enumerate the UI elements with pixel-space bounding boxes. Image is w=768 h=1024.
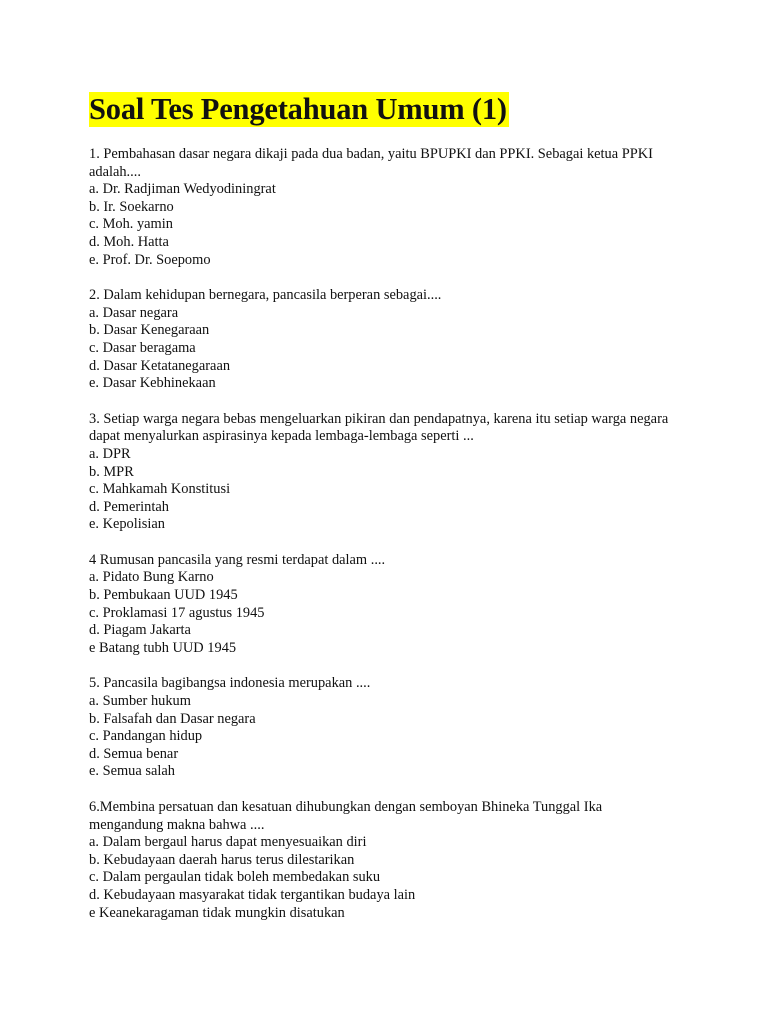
answer-option-b: b. Ir. Soekarno	[89, 198, 174, 215]
answer-option-a: a. Sumber hukum	[89, 693, 191, 710]
answer-option-b: b. Kebudayaan daerah harus terus dilestarikan	[89, 851, 355, 868]
question-text: 5. Pancasila bagibangsa indonesia merupakan ....	[89, 675, 371, 692]
question-text: 6.Membina persatuan dan kesatuan dihubungkan dengan semboyan Bhineka Tunggal Ika mengandung makna bahwa ....	[89, 799, 606, 833]
question-2	[89, 287, 679, 393]
question-text: 1. Pembahasan dasar negara dikaji pada dua badan, yaitu BPUPKI dan PPKI. Sebagai ketua PPKI adalah....	[89, 146, 657, 180]
answer-option-a: a. Dasar negara	[89, 304, 179, 321]
answer-option-d: d. Kebudayaan masyarakat tidak tergantikan budaya lain	[89, 886, 416, 903]
answer-option-d: d. Semua benar	[89, 745, 179, 762]
question-text: 2. Dalam kehidupan bernegara, pancasila berperan sebagai....	[89, 287, 442, 304]
answer-option-c: c. Pandangan hidup	[89, 728, 203, 745]
question-6	[89, 799, 679, 922]
question-3	[89, 411, 679, 534]
answer-option-c: c. Mahkamah Konstitusi	[89, 481, 231, 498]
answer-option-c: c. Dalam pergaulan tidak boleh membedakan suku	[89, 869, 381, 886]
answer-option-e: e. Dasar Kebhinekaan	[89, 375, 216, 392]
answer-option-c: c. Moh. yamin	[89, 216, 173, 233]
answer-option-d: d. Dasar Ketatanegaraan	[89, 357, 231, 374]
answer-option-c: c. Dasar beragama	[89, 339, 196, 356]
answer-option-a: a. Pidato Bung Karno	[89, 569, 214, 586]
answer-option-a: a. DPR	[89, 445, 131, 462]
answer-option-d: d. Piagam Jakarta	[89, 622, 191, 639]
answer-option-e: e. Prof. Dr. Soepomo	[89, 251, 211, 268]
answer-option-b: b. Pembukaan UUD 1945	[89, 587, 238, 604]
question-text: 4 Rumusan pancasila yang resmi terdapat dalam ....	[89, 551, 386, 568]
answer-option-e: e Batang tubh UUD 1945	[89, 639, 237, 656]
document-title: Soal Tes Pengetahuan Umum (1)	[89, 92, 507, 126]
answer-option-b: b. MPR	[89, 463, 134, 480]
document-page	[89, 92, 679, 940]
answer-option-a: a. Dalam bergaul harus dapat menyesuaikan diri	[89, 834, 367, 851]
answer-option-e: e. Kepolisian	[89, 516, 165, 533]
answer-option-e: e. Semua salah	[89, 763, 175, 780]
question-1	[89, 146, 679, 269]
answer-option-e: e Keanekaragaman tidak mungkin disatukan	[89, 904, 345, 921]
answer-option-d: d. Moh. Hatta	[89, 233, 169, 250]
question-4	[89, 552, 679, 658]
answer-option-a: a. Dr. Radjiman Wedyodiningrat	[89, 181, 276, 198]
question-list	[89, 146, 679, 922]
answer-option-b: b. Dasar Kenegaraan	[89, 322, 210, 339]
question-text: 3. Setiap warga negara bebas mengeluarkan pikiran dan pendapatnya, karena itu setiap warga negara dapat menyalurkan aspirasinya kepada lembaga-lembaga seperti ...	[89, 410, 672, 445]
answer-option-c: c. Proklamasi 17 agustus 1945	[89, 604, 265, 621]
answer-option-b: b. Falsafah dan Dasar negara	[89, 710, 256, 727]
answer-option-d: d. Pemerintah	[89, 498, 169, 515]
question-5	[89, 675, 679, 781]
